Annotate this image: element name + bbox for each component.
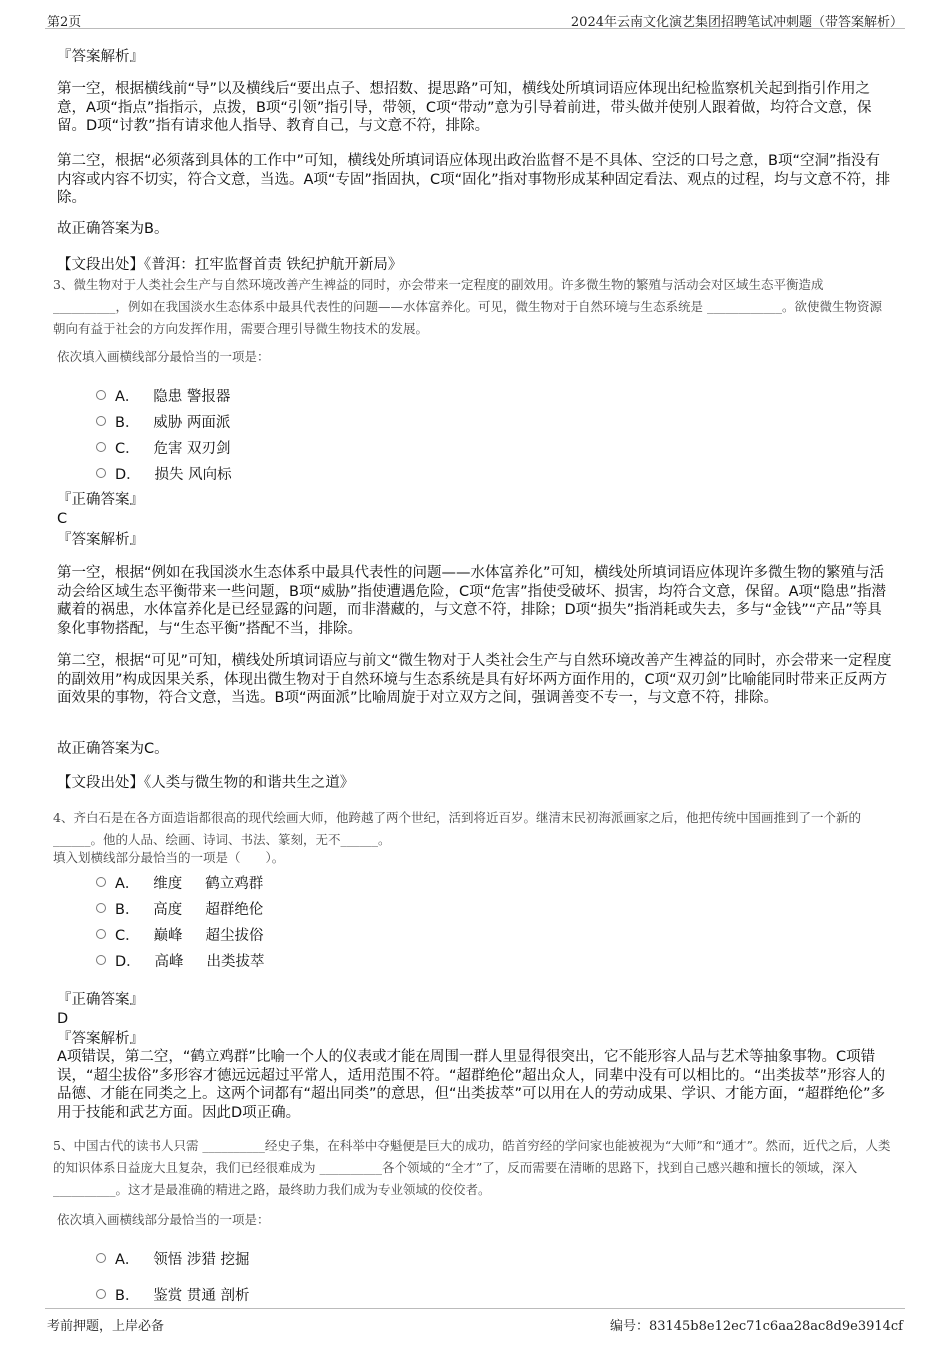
question-prompt: 依次填入画横线部分最恰当的一项是：	[57, 349, 270, 364]
page-footer	[45, 1308, 905, 1345]
footer-slogan: 考前押题，上岸必备	[47, 1319, 165, 1334]
analysis-paragraph: 第一空，根据“例如在我国淡水生态体系中最具代表性的问题——水体富养化”可知，横线处所填词语应体现许多微生物的繁殖与活动会给区域生态平衡带来一些问题，B项“威胁”指使遭遇危险，C项“危害”指使受破坏、损害，均符合文意，保留。A项“隐患”指潜藏着的祸患，水体富养化是已经显露的问题，而非潜藏的，与文意不符，排除；D项“损失”指消耗或失去，多与“金钱”“产品”等具象化事物搭配，与“生态平衡”搭配不当，排除。	[57, 565, 887, 637]
radio-icon[interactable]	[96, 416, 106, 426]
conclusion-text: 故正确答案为C。	[57, 741, 169, 757]
radio-icon[interactable]	[96, 955, 106, 965]
radio-icon[interactable]	[96, 468, 106, 478]
page-number: 第2页	[47, 15, 82, 30]
source-citation: 【文段出处】《普洱：扛牢监督首责 铁纪护航开新局》	[57, 257, 403, 273]
correct-answer: C	[57, 511, 68, 527]
document-id: 编号：83145b8e12ec71c6aa28ac8d9e3914cf	[609, 1319, 903, 1334]
analysis-paragraph: 第二空，根据“可见”可知，横线处所填词语应与前文“微生物对于人类社会生产与自然环境改善产生裨益的同时，亦会带来一定程度的副效用”构成因果关系，体现出微生物对于自然环境与生态系统是具有好坏两方面作用的，C项“双刃剑”比喻能同时带来正反两方面效果的事物，符合文意，当选。B项“两面派”比喻周旋于对立双方之间，强调善变不专一，与文意不符，排除。	[57, 653, 892, 706]
analysis-paragraph: A项错误，第二空，“鹤立鸡群”比喻一个人的仪表或才能在周围一群人里显得很突出，它不能形容人品与艺术等抽象事物。C项错误，“超尘拔俗”多形容才德远远超过平常人，适用范围不符。“超群绝伦”超出众人，同辈中没有可以相比的。“出类拔萃”形容人的品德、才能在同类之上。这两个词都有“超出同类”的意思，但“出类拔萃”可以用在人的劳动成果、学识、才能方面，“超群绝伦”多用于技能和武艺方面。因此D项正确。	[57, 1049, 886, 1121]
radio-icon[interactable]	[96, 390, 106, 400]
source-citation: 【文段出处】《人类与微生物的和谐共生之道》	[57, 775, 355, 791]
question-text: 3、微生物对于人类社会生产与自然环境改善产生裨益的同时，亦会带来一定程度的副效用。许多微生物的繁殖与活动会对区域生态平衡造成__________，例如在我国淡水生态体系中最具代表性的问题——水体富养化。可见，微生物对于自然环境与生态系统是 ____________。欲使微生物资源朝向有益于社会的方向发挥作用，需要合理引导微生物技术的发展。	[53, 277, 882, 336]
radio-icon[interactable]	[96, 929, 106, 939]
analysis-paragraph: 第二空，根据“必须落到具体的工作中”可知，横线处所填词语应体现出政治监督不是不具体、空泛的口号之意，B项“空洞”指没有内容或内容不切实，符合文意，当选。A项“专固”指固执，C项“固化”指对事物形成某种固定看法、观点的过程，均与文意不符，排除。	[57, 153, 891, 206]
page-header	[45, 0, 905, 29]
correct-answer-label: 『正确答案』	[57, 492, 144, 508]
radio-icon[interactable]	[96, 877, 106, 887]
analysis-label: 『答案解析』	[57, 49, 144, 65]
radio-icon[interactable]	[96, 1253, 106, 1263]
analysis-label: 『答案解析』	[57, 532, 144, 548]
analysis-label: 『答案解析』	[57, 1031, 144, 1047]
question-text: 5、中国古代的读书人只需 __________经史子集，在科举中夺魁便是巨大的成功，皓首穷经的学问家也能被视为“大师”和“通才”。然而，近代之后，人类的知识体系日益庞大且复杂，我们已经很难成为 __________各个领域的“全才”了，反而需要在清晰的思路下，找到自己感兴趣和擅长的领域，深入 __________。这才是最准确的精进之路，最终助力我们成为专业领域的佼佼者。	[53, 1138, 891, 1197]
radio-icon[interactable]	[96, 442, 106, 452]
correct-answer-label: 『正确答案』	[57, 992, 144, 1008]
question-text: 4、齐白石是在各方面造诣都很高的现代绘画大师，他跨越了两个世纪，活到将近百岁。继清末民初海派画家之后，他把传统中国画推到了一个新的______。他的人品、绘画、诗词、书法、篆刻，无不______。	[53, 810, 861, 847]
document-title: 2024年云南文化演艺集团招聘笔试冲刺题（带答案解析）	[570, 15, 903, 30]
analysis-paragraph: 第一空，根据横线前“导”以及横线后“要出点子、想招数、提思路”可知，横线处所填词语应体现出纪检监察机关起到指引作用之意，A项“指点”指指示，点拨，B项“引领”指引导，带领，C项“带动”意为引导着前进，带头做并使别人跟着做，均符合文意，保留。D项“讨教”指有请求他人指导、教育自己，与文意不符，排除。	[57, 81, 872, 134]
question-prompt: 依次填入画横线部分最恰当的一项是：	[57, 1212, 270, 1227]
question-prompt: 填入划横线部分最恰当的一项是（ ）。	[53, 850, 285, 865]
radio-icon[interactable]	[96, 903, 106, 913]
conclusion-text: 故正确答案为B。	[57, 221, 169, 237]
correct-answer: D	[57, 1011, 69, 1027]
radio-icon[interactable]	[96, 1289, 106, 1299]
